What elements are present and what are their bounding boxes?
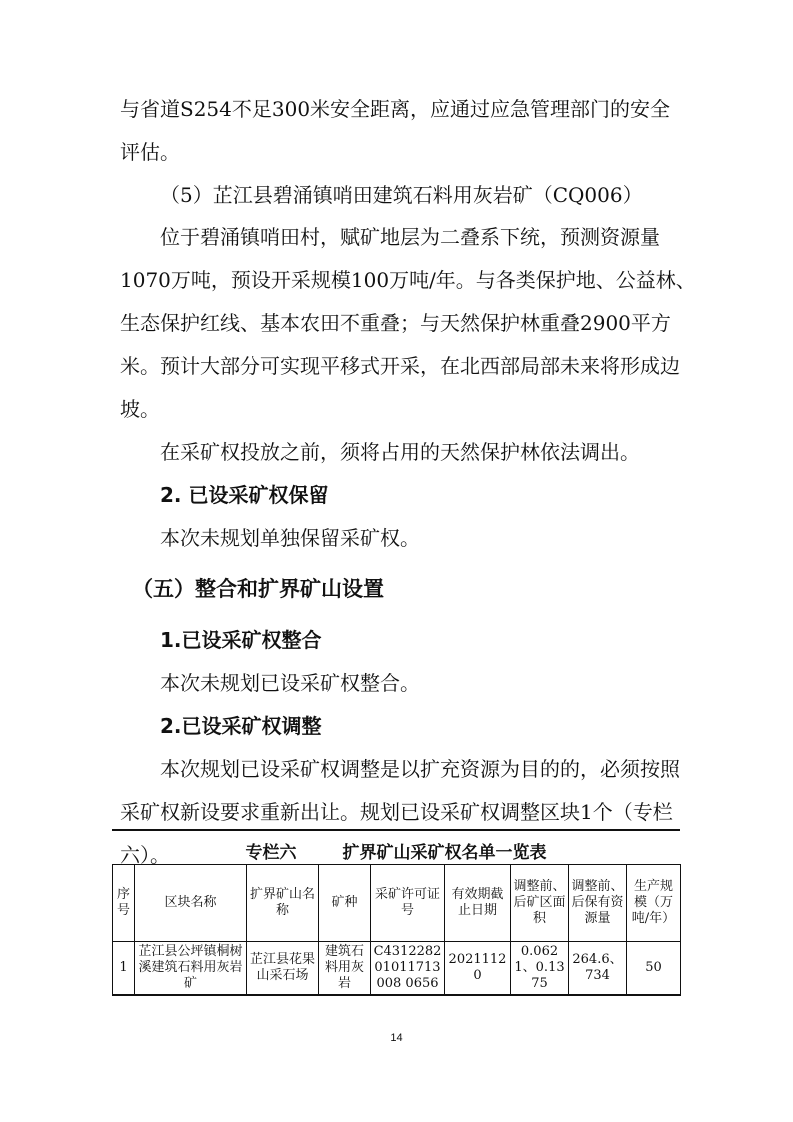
body-text-line: 在采矿权投放之前，须将占用的天然保护林依法调出。 — [160, 440, 640, 464]
page-number: 14 — [390, 1032, 403, 1044]
body-text-line: 与省道S254不足300米安全距离，应通过应急管理部门的安全 — [120, 97, 671, 121]
header-cell: 有效期截止日期 — [445, 865, 511, 942]
table-cell: 1 — [113, 942, 135, 996]
table-cell: C431228201011713008 0656 — [371, 942, 445, 996]
body-text-line: 生态保护红线、基本农田不重叠；与天然保护林重叠2900平方 — [120, 311, 671, 335]
header-cell: 扩界矿山名称 — [247, 865, 319, 942]
body-text-line: 位于碧涌镇哨田村，赋矿地层为二叠系下统，预测资源量 — [160, 225, 660, 249]
table-cell: 20211120 — [445, 942, 511, 996]
body-text-line: 1070万吨，预设开采规模100万吨/年。与各类保护地、公益林、 — [120, 268, 696, 292]
body-text-line: 米。预计大部分可实现平移式开采，在北西部局部未来将形成边 — [120, 354, 680, 378]
table-row — [113, 942, 681, 996]
table-title — [112, 838, 680, 863]
body-text-line: 本次未规划已设采矿权整合。 — [160, 671, 420, 695]
table-cell: 50 — [627, 942, 681, 996]
body-text-line: 采矿权新设要求重新出让。规划已设采矿权调整区块1个（专栏 — [120, 800, 673, 824]
table-title-label: 专栏六 — [245, 843, 297, 863]
header-cell: 采矿许可证号 — [371, 865, 445, 942]
body-text-line: 六）。 — [120, 843, 170, 867]
body-text-line: 坡。 — [120, 397, 160, 421]
table-top-rule — [112, 829, 680, 831]
table-cell: 芷江县花果山采石场 — [247, 942, 319, 996]
expansion-mine-table — [112, 864, 681, 996]
body-text-line: 本次规划已设采矿权调整是以扩充资源为目的的，必须按照 — [160, 757, 680, 781]
table-cell: 264.6、734 — [569, 942, 627, 996]
subheading-retain: 2. 已设采矿权保留 — [160, 483, 329, 507]
header-cell: 调整前、后保有资源量 — [569, 865, 627, 942]
subheading-integrate: 1.已设采矿权整合 — [160, 628, 322, 652]
table-cell: 芷江县公坪镇桐树溪建筑石料用灰岩矿 — [135, 942, 247, 996]
table-header-row — [113, 865, 681, 942]
header-cell: 生产规模（万吨/年） — [627, 865, 681, 942]
item-heading: （5）芷江县碧涌镇哨田建筑石料用灰岩矿（CQ006） — [160, 183, 643, 207]
subheading-adjust: 2.已设采矿权调整 — [160, 714, 322, 738]
header-cell: 区块名称 — [135, 865, 247, 942]
table-cell: 建筑石料用灰岩 — [319, 942, 371, 996]
table-cell: 0.0621、0.1375 — [511, 942, 569, 996]
header-cell: 序号 — [113, 865, 135, 942]
body-text-line: 评估。 — [120, 140, 180, 164]
section-heading: （五）整合和扩界矿山设置 — [132, 577, 384, 601]
table-title-text: 扩界矿山采矿权名单一览表 — [342, 843, 547, 863]
header-cell: 矿种 — [319, 865, 371, 942]
body-text-line: 本次未规划单独保留采矿权。 — [160, 526, 420, 550]
header-cell: 调整前、后矿区面积 — [511, 865, 569, 942]
